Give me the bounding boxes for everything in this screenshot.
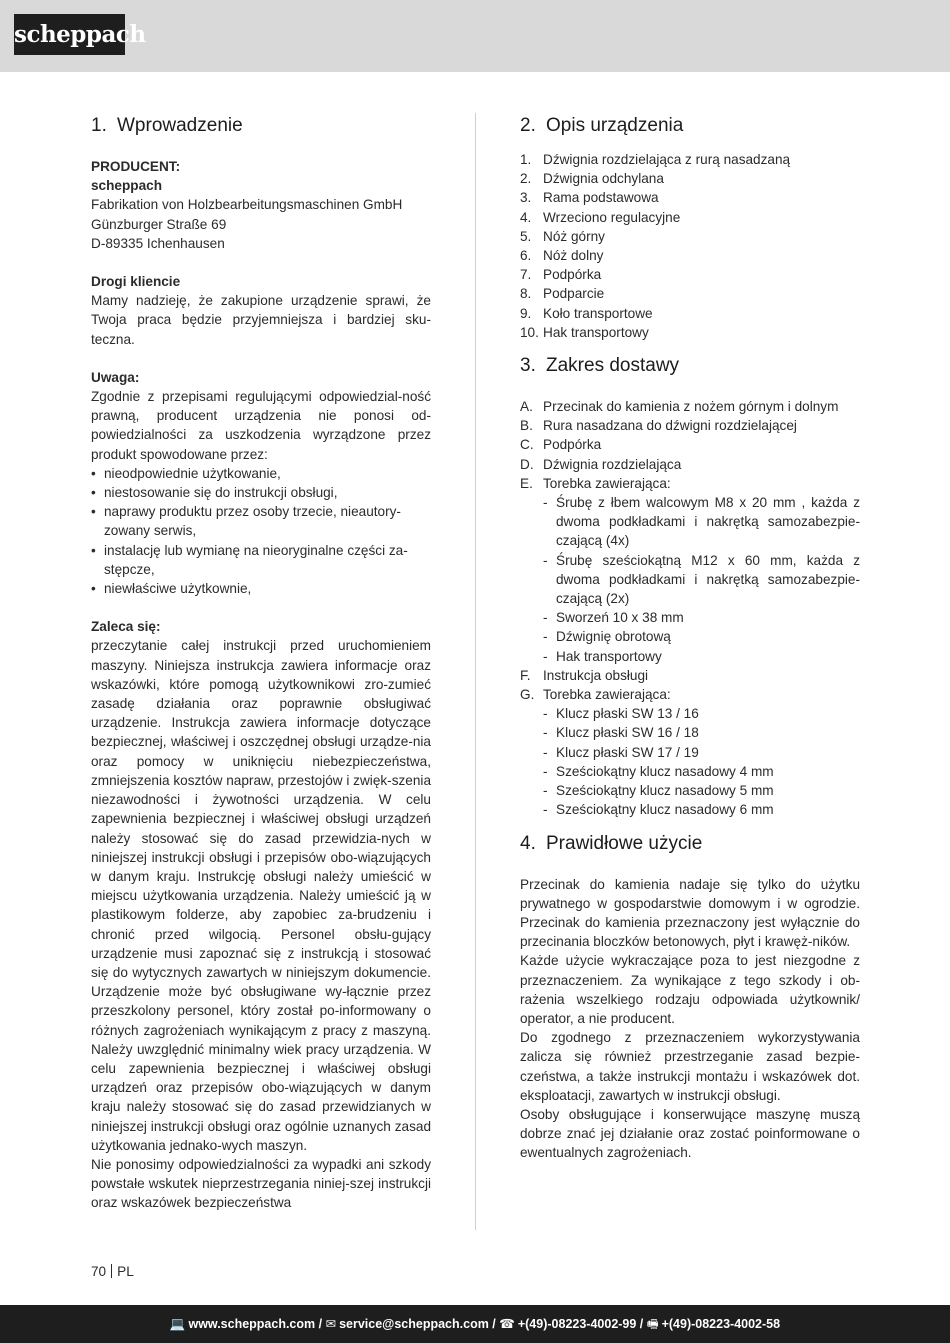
dear-customer-text: Mamy nadzieję, że zakupione urządzenie sprawi, że Twoja praca będzie przyjemniejsza i bardziej sku-teczna.: [91, 293, 431, 347]
intended-use-paragraph: Przecinak do kamienia nadaje się tylko do użytku prywatnego w gospodarstwie domowym i w ogrodzie. Przecinak do kamienia przeznaczony jest wyłącznie do przecinania bloczków betonowych, płyt i krawęż-ników.: [520, 876, 860, 950]
right-column: [520, 112, 860, 1163]
header-band: [0, 0, 950, 72]
delivery-item: [520, 435, 860, 454]
producer-line: D-89335 Ichenhausen: [91, 235, 225, 251]
phone-icon: ☎: [499, 1317, 515, 1331]
delivery-text: Dźwignia rozdzielająca: [543, 456, 682, 472]
left-column: [91, 112, 431, 1213]
section-4-title: Prawidłowe użycie: [546, 832, 703, 854]
part-number: 2.: [520, 171, 532, 187]
part-number: 7.: [520, 267, 532, 283]
part-text: Dźwignia odchylana: [543, 171, 664, 187]
delivery-item: [520, 397, 860, 416]
delivery-subitem: - Sześciokątny klucz nasadowy 6 mm: [520, 800, 860, 819]
mail-icon: ✉: [325, 1317, 337, 1331]
column-divider: [475, 113, 476, 1230]
delivery-subitem: - Dźwignię obrotową: [520, 627, 860, 646]
part-item: [520, 188, 860, 207]
section-2-number: 2.: [520, 115, 536, 136]
delivery-subitem: - Sześciokątny klucz nasadowy 5 mm: [520, 781, 860, 800]
part-number: 9.: [520, 305, 532, 321]
part-item: [520, 304, 860, 323]
delivery-subitem: - Sworzeń 10 x 38 mm: [520, 608, 860, 627]
delivery-subitem: - Klucz płaski SW 13 / 16: [520, 704, 860, 723]
part-number: 8.: [520, 286, 532, 302]
section-1-number: 1.: [91, 115, 107, 136]
delivery-letter: B.: [520, 418, 533, 434]
part-item: [520, 284, 860, 303]
producer-line: Günzburger Straße 69: [91, 216, 227, 232]
delivery-item: [520, 416, 860, 435]
part-text: Podpórka: [543, 267, 602, 283]
delivery-subitem: - Klucz płaski SW 17 / 19: [520, 743, 860, 762]
section-4-number: 4.: [520, 832, 536, 854]
footer-web[interactable]: www.scheppach.com /: [188, 1317, 323, 1331]
part-number: 5.: [520, 228, 532, 244]
part-item: [520, 150, 860, 169]
delivery-item: [520, 455, 860, 474]
note-bullet: • niestosowanie się do instrukcji obsługi,: [91, 483, 431, 502]
part-item: [520, 227, 860, 246]
producer-label: PRODUCENT:: [91, 159, 181, 174]
delivery-subitem: - Śrubę sześciokątną M12 x 60 mm, każda z dwoma podkładkami i nakrętką samozabezpie-czającą (2x): [520, 551, 860, 609]
liability-text: Nie ponosimy odpowiedzialności za wypadki ani szkody powstałe wskutek nieprzestrzegania niniej-szej instrukcji oraz wskazówek bezpieczeństwa: [91, 1156, 431, 1211]
delivery-letter: C.: [520, 437, 534, 453]
delivery-letter: F.: [520, 667, 531, 683]
delivery-text: Torebka zawierająca:: [543, 475, 671, 491]
delivery-text: Instrukcja obsługi: [543, 667, 649, 683]
note-bullet: • instalację lub wymianę na nieoryginalne części za-stępcze,: [91, 541, 431, 579]
delivery-subitem: - Śrubę z łbem walcowym M8 x 20 mm , każda z dwoma podkładkami i nakrętką samozabezpie-czającą (4x): [520, 493, 860, 551]
delivery-item: [520, 666, 860, 685]
part-text: Hak transportowy: [543, 324, 649, 340]
part-number: 4.: [520, 209, 532, 225]
delivery-letter: E.: [520, 475, 533, 491]
delivery-text: Przecinak do kamienia z nożem górnym i dolnym: [543, 399, 839, 415]
footer-fax: +(49)-08223-4002-58: [661, 1317, 781, 1331]
footer-email[interactable]: service@scheppach.com /: [339, 1317, 496, 1331]
page-number: [91, 1264, 134, 1279]
note-label: Uwaga:: [91, 369, 140, 385]
section-2-heading: [520, 112, 860, 140]
part-item: [520, 208, 860, 227]
note-bullet: • naprawy produktu przez osoby trzecie, nieautory-zowany serwis,: [91, 502, 431, 540]
page-number-value: 70: [91, 1264, 107, 1279]
part-number: 6.: [520, 248, 532, 264]
delivery-text: Rura nasadzana do dźwigni rozdzielającej: [543, 418, 797, 434]
section-1-title: Wprowadzenie: [117, 115, 243, 136]
note-text: Zgodnie z przepisami regulującymi odpowiedzial-ność prawną, producent urządzenia nie ponosi od-powiedzialności za uszkodzenia wyrządzone przez produkt spowodowane przez:: [91, 389, 431, 462]
delivery-text: Torebka zawierająca:: [543, 687, 671, 703]
section-4-heading: [520, 830, 860, 858]
part-number: 1.: [520, 152, 532, 167]
part-text: Wrzeciono regulacyjne: [543, 209, 681, 225]
part-text: Nóż dolny: [543, 248, 604, 264]
section-3-heading: [520, 352, 860, 380]
delivery-subitem: - Klucz płaski SW 16 / 18: [520, 723, 860, 742]
part-number: 10.: [520, 324, 539, 340]
delivery-letter: A.: [520, 399, 533, 415]
part-item: [520, 246, 860, 265]
page-language: PL: [117, 1264, 134, 1279]
section-3-title: Zakres dostawy: [546, 355, 680, 377]
footer-phone: +(49)-08223-4002-99 /: [517, 1317, 644, 1331]
part-item: [520, 265, 860, 284]
intended-use-paragraph: Każde użycie wykraczające poza to jest niezgodne z przeznaczeniem. Za wynikające z tego szkody i ob-rażenia wszelkiego rodzaju odpowiada użytkownik/ operator, a nie producent.: [520, 953, 860, 1026]
section-2-title: Opis urządzenia: [546, 115, 684, 136]
recommend-label: Zaleca się:: [91, 619, 161, 635]
delivery-subitem: - Hak transportowy: [520, 647, 860, 666]
part-text: Nóż górny: [543, 228, 605, 244]
part-item: [520, 323, 860, 342]
producer-name: scheppach: [91, 178, 163, 194]
delivery-letter: G.: [520, 687, 535, 703]
delivery-letter: D.: [520, 456, 534, 472]
scheppach-logo: scheppach: [14, 14, 125, 55]
computer-icon: 💻: [169, 1317, 186, 1331]
intended-use-paragraph: Osoby obsługujące i konserwujące maszynę muszą dobrze znać jej działanie oraz zostać poinformowane o ewentualnych zagrożeniach.: [520, 1106, 860, 1161]
producer-line: Fabrikation von Holzbearbeitungsmaschinen GmbH: [91, 197, 403, 213]
recommend-text: przeczytanie całej instrukcji przed uruchomieniem maszyny. Niniejsza instrukcja zawiera informacje oraz wskazówki, które pomogą użytkownikowi zro-zumieć zasadę działania oraz poprawnie obsługiwać urządzenie. Instrukcja zawiera informacje dotyczące bezpiecznej, właściwej i oszczędnej obsługi urządze-nia oraz pomocy w uniknięciu niebezpieczeństwa, zmniejszenia kosztów napraw, przestojów i zwięk-szenia niezawodności i żywotności urządzenia. W celu zapewnienia bezpiecznej i właściwej obsługi urządzeń należy stosować się do zasad przewidzia-nych w niniejszej instrukcji obsługi i przepisów obo-wiązujących w danym kraju. Instrukcję obsługi należy umieścić w miejscu użytkowania urządzenia. Należy umieścić ją w plastikowym folderze, aby zapobiec za-brudzeniu i chronić przed wilgocią. Personel obsłu-gujący urządzenie musi zapoznać się z instrukcją i stosować się do wytycznych zawartych w niniejszym dokumencie. Urządzenie może być obsługiwane wy-łącznie przez przeszkolony personel, który został po-informowany o różnych zagrożeniach wynikającym z pracy z maszyną. Należy uwzględnić minimalny wiek pracy urządzenia. W celu zapewnienia bezpiecznej i właściwej obsługi urządzeń oraz przepisów obo-wiązujących w danym kraju należy stosować się do zasad przewidzianych w niniejszej instrukcji obsługi oraz ogólnie uznanych zasad użytkowania jednako-wych maszyn.: [91, 638, 431, 1153]
dear-customer-label: Drogi kliencie: [91, 274, 181, 290]
part-text: Podparcie: [543, 286, 605, 302]
part-text: Koło transportowe: [543, 305, 653, 321]
section-1-heading: [91, 112, 431, 140]
delivery-item: [520, 474, 860, 493]
part-text: Dźwignia rozdzielająca z rurą nasadzaną: [543, 152, 791, 167]
note-bullet: • nieodpowiednie użytkowanie,: [91, 464, 431, 483]
part-item: [520, 169, 860, 188]
page-separator: [111, 1264, 112, 1278]
part-number: 3.: [520, 190, 532, 206]
delivery-text: Podpórka: [543, 437, 602, 453]
part-text: Rama podstawowa: [543, 190, 659, 206]
delivery-item: [520, 685, 860, 704]
note-bullet: • niewłaściwe użytkownie,: [91, 579, 431, 598]
section-3-number: 3.: [520, 355, 536, 377]
delivery-subitem: - Sześciokątny klucz nasadowy 4 mm: [520, 762, 860, 781]
footer-bar: [0, 1305, 950, 1343]
fax-icon: 🖷: [646, 1317, 659, 1331]
intended-use-paragraph: Do zgodnego z przeznaczeniem wykorzystywania zalicza się również przestrzeganie zasad bezpie-czeństwa, a także instrukcji montażu i wskazówek dot. eksploatacji, zawartych w instrukcji obsługi.: [520, 1030, 860, 1103]
